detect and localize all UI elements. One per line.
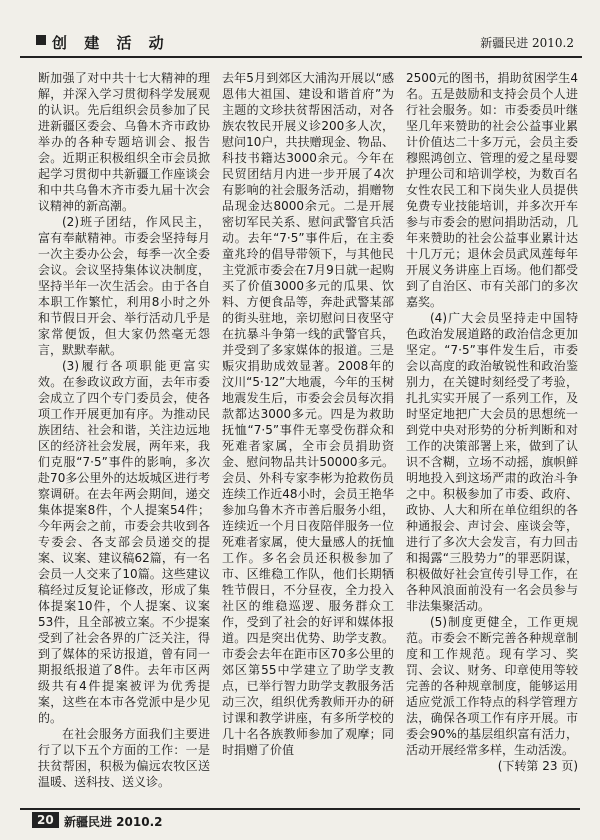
paragraph: (下转第 23 页) bbox=[497, 759, 578, 773]
header-rule bbox=[20, 56, 582, 58]
footer-rule bbox=[20, 808, 580, 810]
column-3 bbox=[406, 70, 578, 788]
section-square-icon bbox=[36, 35, 46, 45]
article-body bbox=[38, 70, 578, 788]
column-2 bbox=[222, 70, 394, 788]
paragraph: 断加强了对中共十七大精神的理解，并深入学习贯彻科学发展观的认识。先后组织会员参加了民进新疆区委会、乌鲁木齐市政协举办的各种专题培训会、报告会。近期正积极组织全市会员掀起学习贯彻中共新疆工作座谈会和中共乌鲁木齐市委九届十次会议精神的新高潮。 bbox=[38, 71, 210, 213]
section-title: 创 建 活 动 bbox=[52, 34, 170, 52]
footer-journal: 新疆民进 2010.2 bbox=[64, 815, 163, 829]
paragraph: 去年5月到郊区大浦沟开展以“感恩伟大祖国、建设和谐首府”为主题的文珍扶贫帮困活动，对各族农牧民开展义诊200多人次，慰问10户，共扶赠现金、物品、科技书籍达3000余元。今年在民贸团结月内进一步开展了4次有影响的社会服务活动，捐赠物品现金达8000余元。二是开展密切军民关系、慰问武警官兵活动。去年“7·5”事件后，在主委童兆玲的倡导带领下，与其他民主党派市委会在7月9日就一起购买了价值3000多元的瓜果、饮料、方便食品等，奔赴武警某部的街头驻地，亲切慰问日夜坚守在抗暴斗争第一线的武警官兵，并受到了多家媒体的报道。三是赈灾捐助成效显著。2008年的汶川“5·12”大地震，今年的玉树地震发生后，市委会会员每次捐款都达3000多元。四是为救助抚恤“7·5”事件无辜受伤群众和死难者家属，全市会员捐助资金、慰问物品共计50000多元。会员、外科专家李彬为抢救伤员连续工作近48小时，会员王艳华参加乌鲁木齐市善后服务小组，连续近一个月日夜陪伴服务一位死难者家属，使大量感人的抚恤工作。多名会员还积极参加了市、区维稳工作队，他们长期牺牲节假日，不分昼夜，全力投入社区的维稳巡逻、服务群众工作，受到了社会的好评和媒体报道。四是突出优势、助学支教。市委会去年在距市区70多公里的郊区第55中学建立了助学支教点，已举行智力助学支教服务活动三次，组织优秀教师开办的研讨课和教学讲座，有多所学校的几十名各族教师参加了观摩；同时捐赠了价值 bbox=[222, 71, 394, 757]
paragraph: (3)履行各项职能更富实效。在参政议政方面，去年市委会成立了四个专门委员会，使各项工作开展更加有序。为推动民族团结、社会和谐，关注边远地区的经济社会发展，两年来，我们克服“7·5”事件的影响，多次赴70多公里外的达坂城区进行考察调研。在去年两会期间，递交集体提案8件，个人提案54件；今年两会之前，市委会共收到各专委会、各支部会员递交的提案、议案、建议稿62篇，有一名会员一人交来了10篇。这些建议稿经过反复论证修改，形成了集体提案10件，个人提案、议案53件，且全部被立案。不少提案受到了社会各界的广泛关注，得到了媒体的采访报道，曾有同一期报纸报道了8件。去年市区两级共有4件提案被评为优秀提案，这些在本市各党派中是少见的。 bbox=[38, 359, 210, 725]
journal-issue: 新疆民进 2010.2 bbox=[480, 36, 574, 50]
page-footer bbox=[20, 808, 580, 832]
page-header bbox=[20, 28, 582, 56]
paragraph: 在社会服务方面我们主要进行了以下五个方面的工作：一是扶贫帮困，积极为偏远农牧区送温暖、送科技、送义诊。 bbox=[38, 727, 210, 788]
paragraph: (4)广大会员坚持走中国特色政治发展道路的政治信念更加坚定。“7·5”事件发生后，市委会以高度的政治敏锐性和政治鉴别力，在关键时刻经受了考验，扎扎实实开展了一系列工作，及时坚定地把广大会员的思想统一到党中央对形势的分析判断和对工作的决策部署上来，做到了认识不含糊，立场不动摇，旗帜鲜明地投入到这场严肃的政治斗争之中。积极参加了市委、政府、政协、人大和所在单位组织的各种通报会、声讨会、座谈会等，进行了多次大会发言，有力回击和揭露“三股势力”的罪恶阴谋，积极做好社会宣传引导工作，在各种风浪面前没有一名会员参与非法集聚活动。 bbox=[406, 311, 578, 613]
paragraph: 2500元的图书，捐助贫困学生4名。五是鼓励和支持会员个人进行社会服务。如：市委委员叶继坚几年来赞助的社会公益事业累计价值达二十多万元，会员主委穆熙鸿创立、管理的爱之星母婴护理公司和培训学校，为数百名女性农民工和下岗失业人员提供免费专业技能培训，并多次开车参与市委会的慰问捐助活动，几年来赞助的社会公益事业累计达十几万元；退休会员武凤莲每年开展义务讲座上百场。他们都受到了自治区、市有关部门的多次嘉奖。 bbox=[406, 71, 578, 309]
paragraph: (5)制度更健全，工作更规范。市委会不断完善各种规章制度和工作规范。现有学习、奖罚、会议、财务、印章使用等较完善的各种规章制度，能够运用适应党派工作特点的科学管理方法，确保各项工作有序开展。市委会90%的基层组织富有活力，活动开展经常多样，生动活泼。 bbox=[406, 615, 578, 757]
page-number: 20 bbox=[32, 812, 59, 828]
paragraph: (2)班子团结，作风民主，富有奉献精神。市委会坚持每月一次主委办公会，每季一次全委会议。会议坚持集体议决制度，坚持半年一次生活会。由于各自本职工作繁忙，利用8小时之外和节假日开会、举行活动几乎是家常便饭，但大家仍然毫无怨言，默默奉献。 bbox=[38, 215, 210, 357]
column-1 bbox=[38, 70, 210, 788]
